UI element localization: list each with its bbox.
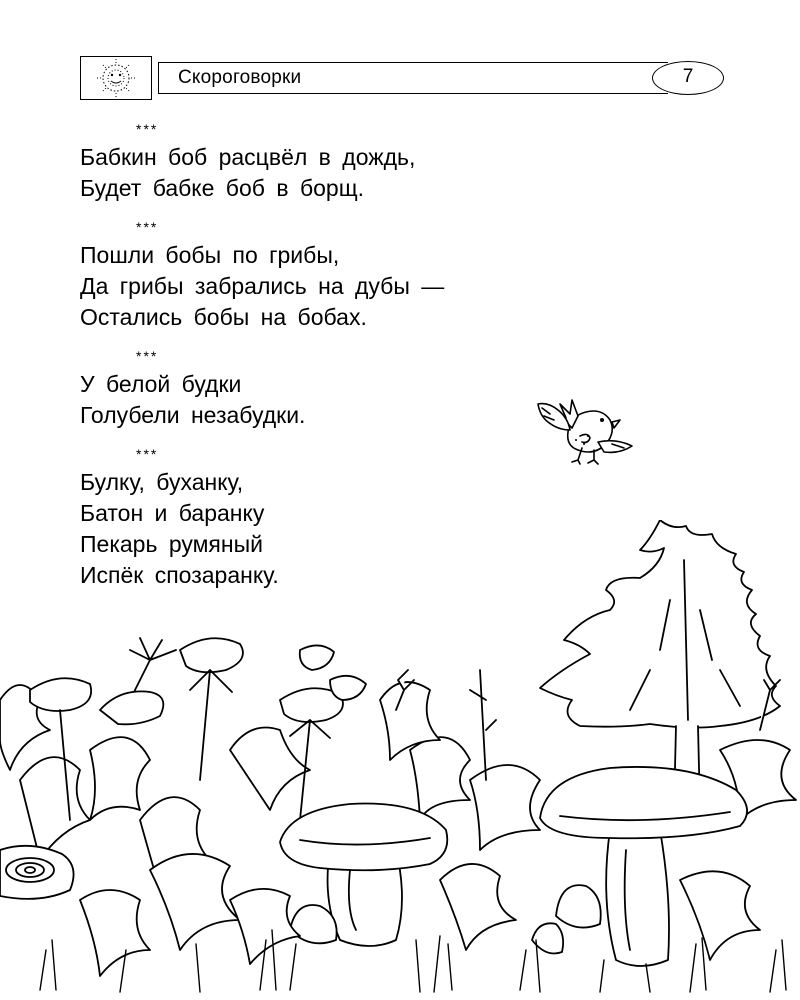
poem-line: Булку, буханку, <box>80 469 244 495</box>
poem-separator: *** <box>136 348 159 364</box>
forest-illustration <box>0 520 800 1000</box>
poem-separator: *** <box>136 121 159 137</box>
mushroom-icon <box>280 804 447 946</box>
poem-separator: *** <box>136 219 159 235</box>
header-icon-frame <box>80 56 152 100</box>
poem <box>80 216 640 333</box>
page-number: 7 <box>682 66 694 87</box>
poem-line: Бабкин боб расцвёл в дождь, <box>80 144 416 170</box>
section-title: Скороговорки <box>178 67 302 88</box>
poem-line: Остались бобы на бобах. <box>80 304 367 330</box>
poem <box>80 118 640 204</box>
bird-icon <box>528 388 638 468</box>
poem-line: Будет бабке боб в борщ. <box>80 175 365 201</box>
poem-line: Испёк спозаранку. <box>80 562 279 588</box>
sun-icon <box>81 57 151 99</box>
poem-line: Пекарь румяный <box>80 531 263 557</box>
poem-line: Голубели незабудки. <box>80 402 306 428</box>
poem-line: Да грибы забрались на дубы — <box>80 273 445 299</box>
poem-line: У белой будки <box>80 371 242 397</box>
poem-line: Пошли бобы по грибы, <box>80 242 340 268</box>
poem-separator: *** <box>136 446 159 462</box>
poem-line: Батон и баранку <box>80 500 265 526</box>
tree-stump-icon <box>0 846 74 899</box>
